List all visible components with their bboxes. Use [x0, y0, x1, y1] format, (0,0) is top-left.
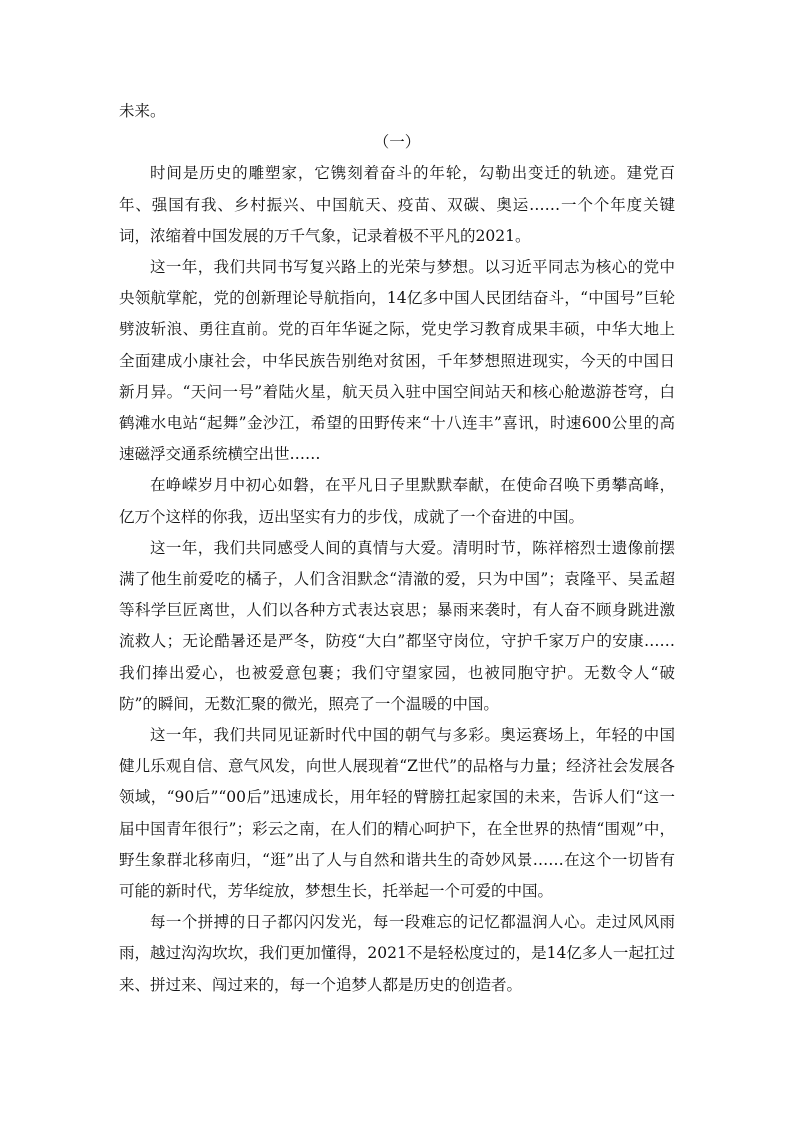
- section-heading: （一）: [373, 133, 421, 152]
- paragraph: 时间是历史的雕塑家，它镌刻着奋斗的年轮，勾勒出变迁的轨迹。建党百年、强国有我、乡村振兴、中国航天、疫苗、双碳、奥运……一个个年度关键词，浓缩着中国发展的万千气象，记录着极不平凡的2021。: [119, 164, 675, 245]
- paragraph: 这一年，我们共同感受人间的真情与大爱。清明时节，陈祥榕烈士遗像前摆满了他生前爱吃的橘子，人们含泪默念“清澈的爱，只为中国”；袁隆平、吴孟超等科学巨匠离世，人们以各种方式表达哀思；暴雨来袭时，有人奋不顾身跳进激流救人；无论酷暑还是严冬，防疫“大白”都坚守岗位，守护千家万户的安康……我们捧出爱心，也被爱意包裹；我们守望家园，也被同胞守护。无数令人“破防”的瞬间，无数汇聚的微光，照亮了一个温暖的中国。: [119, 538, 675, 713]
- paragraph: 这一年，我们共同见证新时代中国的朝气与多彩。奥运赛场上，年轻的中国健儿乐观自信、意气风发，向世人展现着“Z世代”的品格与力量；经济社会发展各领域，“90后”“00后”迅速成长，用年轻的臂膀扛起家国的未来，告诉人们“这一届中国青年很行”；彩云之南，在人们的精心呵护下，在全世界的热情“围观”中，野生象群北移南归，“逛”出了人与自然和谐共生的奇妙风景……在这个一切皆有可能的新时代，芳华绽放，梦想生长，托举起一个可爱的中国。: [119, 726, 675, 901]
- paragraph: 每一个拼搏的日子都闪闪发光，每一段难忘的记忆都温润人心。走过风风雨雨，越过沟沟坎坎，我们更加懂得，2021不是轻松度过的，是14亿多人一起扛过来、拼过来、闯过来的，每一个追梦人都是历史的创造者。: [119, 913, 675, 994]
- lead-line: 未来。: [119, 102, 166, 120]
- paragraph: 这一年，我们共同书写复兴路上的光荣与梦想。以习近平同志为核心的党中央领航掌舵，党的创新理论导航指向，14亿多中国人民团结奋斗，“中国号”巨轮劈波斩浪、勇往直前。党的百年华诞之际，党史学习教育成果丰硕，中华大地上全面建成小康社会，中华民族告别绝对贫困，千年梦想照进现实，今天的中国日新月异。“天问一号”着陆火星，航天员入驻中国空间站天和核心舱遨游苍穹，白鹤滩水电站“起舞”金沙江，希望的田野传来“十八连丰”喜讯，时速600公里的高速磁浮交通系统横空出世……: [119, 258, 675, 464]
- paragraph: 在峥嵘岁月中初心如磐，在平凡日子里默默奉献，在使命召唤下勇攀高峰，亿万个这样的你我，迈出坚实有力的步伐，成就了一个奋进的中国。: [119, 476, 675, 526]
- article-body: [119, 96, 675, 1001]
